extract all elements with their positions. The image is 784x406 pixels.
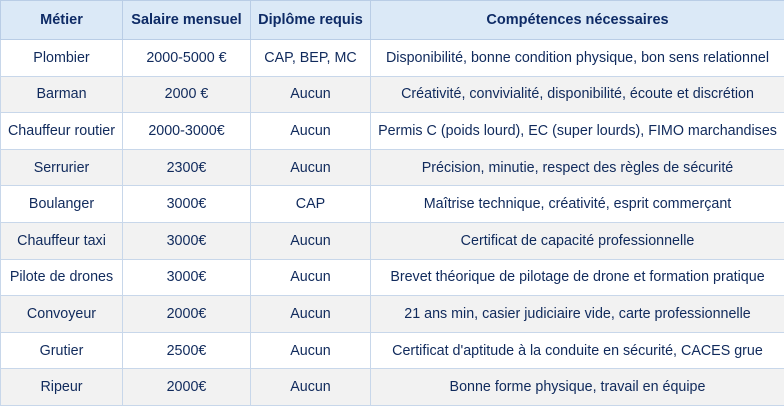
cell-competences: Disponibilité, bonne condition physique, bon sens relationnel: [371, 40, 784, 77]
cell-metier: Boulanger: [1, 186, 123, 223]
cell-salaire: 3000€: [123, 186, 251, 223]
cell-competences: Maîtrise technique, créativité, esprit commerçant: [371, 186, 784, 223]
cell-diplome: Aucun: [251, 113, 371, 150]
cell-salaire: 3000€: [123, 222, 251, 259]
cell-metier: Barman: [1, 76, 123, 113]
header-metier: Métier: [1, 1, 123, 40]
table-row: [1, 332, 784, 369]
cell-competences: Permis C (poids lourd), EC (super lourds), FIMO marchandises: [371, 113, 784, 150]
table-row: [1, 222, 784, 259]
cell-metier: Grutier: [1, 332, 123, 369]
cell-diplome: Aucun: [251, 149, 371, 186]
cell-salaire: 2500€: [123, 332, 251, 369]
table-row: [1, 40, 784, 77]
cell-diplome: Aucun: [251, 222, 371, 259]
header-competences: Compétences nécessaires: [371, 1, 784, 40]
cell-metier: Ripeur: [1, 369, 123, 406]
cell-competences: 21 ans min, casier judiciaire vide, carte professionnelle: [371, 296, 784, 333]
cell-competences: Certificat d'aptitude à la conduite en sécurité, CACES grue: [371, 332, 784, 369]
cell-metier: Serrurier: [1, 149, 123, 186]
cell-metier: Convoyeur: [1, 296, 123, 333]
cell-metier: Chauffeur taxi: [1, 222, 123, 259]
cell-salaire: 2000-5000 €: [123, 40, 251, 77]
table-header: [1, 1, 784, 40]
cell-salaire: 2000€: [123, 369, 251, 406]
cell-salaire: 2300€: [123, 149, 251, 186]
cell-competences: Certificat de capacité professionnelle: [371, 222, 784, 259]
cell-salaire: 2000€: [123, 296, 251, 333]
cell-diplome: Aucun: [251, 259, 371, 296]
cell-salaire: 2000 €: [123, 76, 251, 113]
table-row: [1, 296, 784, 333]
table-row: [1, 76, 784, 113]
table-row: [1, 186, 784, 223]
table-row: [1, 113, 784, 150]
cell-diplome: Aucun: [251, 369, 371, 406]
cell-metier: Plombier: [1, 40, 123, 77]
cell-diplome: CAP, BEP, MC: [251, 40, 371, 77]
cell-competences: Brevet théorique de pilotage de drone et formation pratique: [371, 259, 784, 296]
cell-salaire: 2000-3000€: [123, 113, 251, 150]
cell-metier: Chauffeur routier: [1, 113, 123, 150]
cell-diplome: Aucun: [251, 76, 371, 113]
cell-competences: Créativité, convivialité, disponibilité, écoute et discrétion: [371, 76, 784, 113]
cell-competences: Bonne forme physique, travail en équipe: [371, 369, 784, 406]
table-body: [1, 40, 784, 406]
table-row: [1, 369, 784, 406]
cell-competences: Précision, minutie, respect des règles de sécurité: [371, 149, 784, 186]
cell-salaire: 3000€: [123, 259, 251, 296]
header-row: [1, 1, 784, 40]
table-row: [1, 259, 784, 296]
cell-diplome: Aucun: [251, 332, 371, 369]
cell-diplome: CAP: [251, 186, 371, 223]
cell-diplome: Aucun: [251, 296, 371, 333]
header-diplome: Diplôme requis: [251, 1, 371, 40]
table-row: [1, 149, 784, 186]
header-salaire: Salaire mensuel: [123, 1, 251, 40]
cell-metier: Pilote de drones: [1, 259, 123, 296]
